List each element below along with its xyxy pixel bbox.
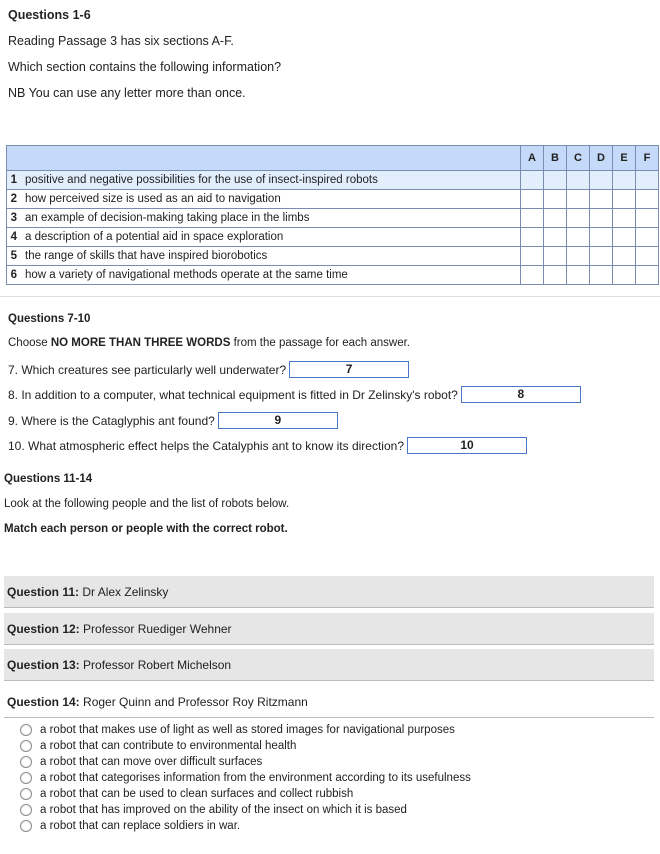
question-10: 10. What atmospheric effect helps the Catalyphis ant to know its direction? 10 <box>8 437 527 454</box>
instruction-line: Which section contains the following information? <box>8 60 282 74</box>
answer-box-10[interactable]: 10 <box>407 437 527 454</box>
robot-option[interactable] <box>20 820 240 832</box>
answer-cell-6-d[interactable] <box>590 266 613 285</box>
question-12-dropzone[interactable]: Question 12: Professor Ruediger Wehner <box>4 613 654 645</box>
answer-cell-3-b[interactable] <box>544 209 567 228</box>
answer-cell-5-f[interactable] <box>636 247 659 266</box>
column-header: A <box>521 146 544 171</box>
row-number: 2 <box>7 190 22 209</box>
answer-cell-4-e[interactable] <box>613 228 636 247</box>
question-9: 9. Where is the Cataglyphis ant found? 9 <box>8 412 338 429</box>
statement-text: a description of a potential aid in space exploration <box>21 228 521 247</box>
statement-text: how perceived size is used as an aid to navigation <box>21 190 521 209</box>
row-number: 5 <box>7 247 22 266</box>
table-row <box>7 190 659 209</box>
answer-cell-1-a[interactable] <box>521 171 544 190</box>
table-row <box>7 247 659 266</box>
column-header: E <box>613 146 636 171</box>
statement-text: the range of skills that have inspired biorobotics <box>21 247 521 266</box>
answer-cell-5-b[interactable] <box>544 247 567 266</box>
instruction-line: NB You can use any letter more than once. <box>8 86 246 100</box>
question-11-dropzone[interactable]: Question 11: Dr Alex Zelinsky <box>4 576 654 608</box>
robot-option[interactable] <box>20 756 262 768</box>
answer-cell-6-e[interactable] <box>613 266 636 285</box>
answer-cell-5-c[interactable] <box>567 247 590 266</box>
answer-cell-2-a[interactable] <box>521 190 544 209</box>
answer-cell-4-a[interactable] <box>521 228 544 247</box>
answer-cell-4-d[interactable] <box>590 228 613 247</box>
robot-option[interactable] <box>20 740 296 752</box>
row-number: 6 <box>7 266 22 285</box>
answer-cell-1-c[interactable] <box>567 171 590 190</box>
answer-cell-1-d[interactable] <box>590 171 613 190</box>
column-header: C <box>567 146 590 171</box>
option-label: a robot that can contribute to environmental health <box>40 740 297 752</box>
table-row <box>7 228 659 247</box>
question-7: 7. Which creatures see particularly well underwater? 7 <box>8 361 409 378</box>
answer-cell-2-f[interactable] <box>636 190 659 209</box>
option-label: a robot that has improved on the ability of the insect on which it is based <box>40 804 407 816</box>
table-header-row <box>7 146 659 171</box>
answer-box-7[interactable]: 7 <box>289 361 409 378</box>
answer-box-8[interactable]: 8 <box>461 386 581 403</box>
statement-text: an example of decision-making taking place in the limbs <box>21 209 521 228</box>
answer-cell-5-a[interactable] <box>521 247 544 266</box>
answer-cell-6-f[interactable] <box>636 266 659 285</box>
answer-cell-6-a[interactable] <box>521 266 544 285</box>
answer-cell-3-d[interactable] <box>590 209 613 228</box>
robot-option[interactable] <box>20 788 353 800</box>
answer-cell-3-c[interactable] <box>567 209 590 228</box>
robot-option[interactable] <box>20 804 407 816</box>
answer-cell-4-f[interactable] <box>636 228 659 247</box>
question-8: 8. In addition to a computer, what technical equipment is fitted in Dr Zelinsky's robot? 8 <box>8 386 581 403</box>
answer-cell-2-e[interactable] <box>613 190 636 209</box>
answer-cell-1-e[interactable] <box>613 171 636 190</box>
instruction-line: Match each person or people with the correct robot. <box>4 523 288 535</box>
question-13-dropzone[interactable]: Question 13: Professor Robert Michelson <box>4 649 654 681</box>
radio-button[interactable] <box>20 820 32 832</box>
section-heading-1-6: Questions 1-6 <box>8 8 91 22</box>
row-number: 3 <box>7 209 22 228</box>
row-number: 4 <box>7 228 22 247</box>
table-row <box>7 266 659 285</box>
answer-box-9[interactable]: 9 <box>218 412 338 429</box>
section-heading-7-10: Questions 7-10 <box>8 313 91 325</box>
table-row <box>7 171 659 190</box>
answer-cell-1-b[interactable] <box>544 171 567 190</box>
radio-button[interactable] <box>20 804 32 816</box>
radio-button[interactable] <box>20 756 32 768</box>
radio-button[interactable] <box>20 724 32 736</box>
radio-button[interactable] <box>20 788 32 800</box>
answer-cell-2-d[interactable] <box>590 190 613 209</box>
instruction-line: Look at the following people and the list of robots below. <box>4 498 290 510</box>
answer-cell-3-e[interactable] <box>613 209 636 228</box>
answer-cell-4-b[interactable] <box>544 228 567 247</box>
answer-cell-5-d[interactable] <box>590 247 613 266</box>
row-number: 1 <box>7 171 22 190</box>
answer-cell-1-f[interactable] <box>636 171 659 190</box>
answer-cell-2-b[interactable] <box>544 190 567 209</box>
matching-table <box>6 145 659 285</box>
robot-option[interactable] <box>20 724 455 736</box>
answer-cell-3-a[interactable] <box>521 209 544 228</box>
answer-cell-5-e[interactable] <box>613 247 636 266</box>
answer-cell-4-c[interactable] <box>567 228 590 247</box>
statement-text: positive and negative possibilities for the use of insect-inspired robots <box>21 171 521 190</box>
option-label: a robot that can replace soldiers in war. <box>40 820 241 832</box>
statement-text: how a variety of navigational methods operate at the same time <box>21 266 521 285</box>
question-14-dropzone[interactable]: Question 14: Roger Quinn and Professor Roy Ritzmann <box>4 686 654 718</box>
column-header: B <box>544 146 567 171</box>
option-label: a robot that categorises information from the environment according to its usefulness <box>40 772 471 784</box>
column-header: D <box>590 146 613 171</box>
answer-cell-3-f[interactable] <box>636 209 659 228</box>
instruction-line: Choose NO MORE THAN THREE WORDS from the passage for each answer. <box>8 337 411 349</box>
table-row <box>7 209 659 228</box>
robot-option[interactable] <box>20 772 471 784</box>
answer-cell-6-b[interactable] <box>544 266 567 285</box>
section-heading-11-14: Questions 11-14 <box>4 473 93 485</box>
radio-button[interactable] <box>20 740 32 752</box>
option-label: a robot that can be used to clean surfaces and collect rubbish <box>40 788 354 800</box>
option-label: a robot that makes use of light as well as stored images for navigational purposes <box>40 724 455 736</box>
answer-cell-6-c[interactable] <box>567 266 590 285</box>
column-header: F <box>636 146 659 171</box>
instruction-line: Reading Passage 3 has six sections A-F. <box>8 34 234 48</box>
answer-cell-2-c[interactable] <box>567 190 590 209</box>
radio-button[interactable] <box>20 772 32 784</box>
option-label: a robot that can move over difficult surfaces <box>40 756 263 768</box>
